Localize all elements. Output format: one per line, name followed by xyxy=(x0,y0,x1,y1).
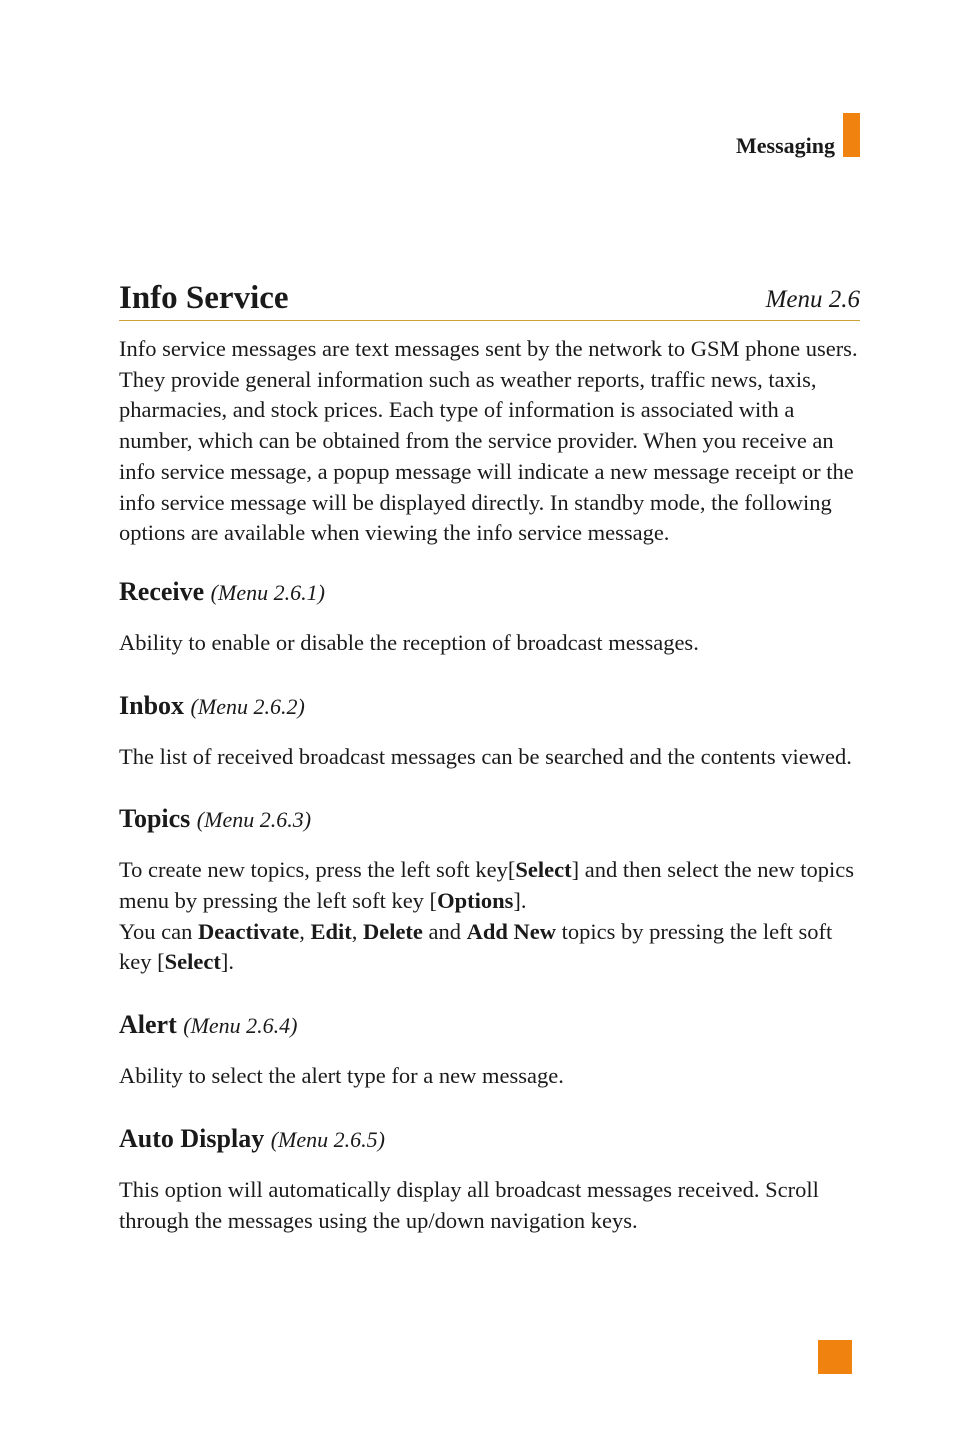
receive-body: Ability to enable or disable the reception of broadcast messages. xyxy=(119,629,699,655)
auto-display-heading xyxy=(119,1123,860,1156)
select-key-label: Select xyxy=(164,949,221,975)
page-title-row xyxy=(119,278,860,321)
edit-label: Edit xyxy=(310,918,352,944)
alert-body: Ability to select the alert type for a new message. xyxy=(119,1063,564,1089)
text-run: and xyxy=(422,918,467,944)
auto-display-title: Auto Display xyxy=(119,1123,265,1153)
options-key-label: Options xyxy=(437,888,514,914)
inbox-body: The list of received broadcast messages can be searched and the contents viewed. xyxy=(119,743,852,769)
receive-title: Receive xyxy=(119,576,205,606)
receive-heading xyxy=(119,576,860,609)
section-header: Messaging xyxy=(736,133,835,158)
intro-paragraph: Info service messages are text messages sent by the network to GSM phone users. They provide general information such as weather reports, traffic news, taxis, pharmacies, and stock prices. Each type of information is associated with a number, which can be obtained from the service provider. When you receive an info service message, a popup message will indicate a new message receipt or the info service message will be displayed directly. In standby mode, the following options are available when viewing the info service message. xyxy=(119,336,858,546)
receive-menu-ref: (Menu 2.6.1) xyxy=(210,579,325,605)
alert-menu-ref: (Menu 2.6.4) xyxy=(183,1013,298,1039)
deactivate-label: Deactivate xyxy=(197,918,300,944)
text-run: You can xyxy=(119,918,198,944)
section-tab-marker xyxy=(843,113,860,157)
auto-display-body: This option will automatically display all broadcast messages received. Scroll through the messages using the up/down navigation keys. xyxy=(119,1176,819,1233)
inbox-menu-ref: (Menu 2.6.2) xyxy=(190,693,305,719)
text-run: , xyxy=(299,918,311,944)
topics-body-1 xyxy=(119,855,860,916)
topics-menu-ref: (Menu 2.6.3) xyxy=(196,807,312,833)
text-run: ]. xyxy=(220,949,234,975)
page-menu-ref: Menu 2.6 xyxy=(765,286,860,313)
add-new-label: Add New xyxy=(466,918,557,944)
auto-display-menu-ref: (Menu 2.6.5) xyxy=(270,1126,385,1152)
topics-heading xyxy=(119,803,860,836)
text-run: To create new topics, press the left soft key[ xyxy=(119,857,516,883)
alert-heading xyxy=(119,1009,860,1042)
text-run: topics by pressing the left soft key [ xyxy=(119,918,833,975)
text-run: ] and then select the new topics menu by pressing the left soft key [ xyxy=(119,857,855,914)
text-run: ]. xyxy=(513,888,527,914)
inbox-heading xyxy=(119,690,860,723)
topics-title: Topics xyxy=(119,804,191,834)
content xyxy=(119,334,860,1236)
alert-title: Alert xyxy=(119,1010,177,1040)
topics-body-2 xyxy=(119,917,860,978)
select-key-label: Select xyxy=(515,857,572,883)
delete-label: Delete xyxy=(362,918,423,944)
page-title: Info Service xyxy=(119,280,289,316)
inbox-title: Inbox xyxy=(119,690,185,720)
text-run: , xyxy=(351,918,363,944)
page-corner-marker xyxy=(818,1340,852,1374)
